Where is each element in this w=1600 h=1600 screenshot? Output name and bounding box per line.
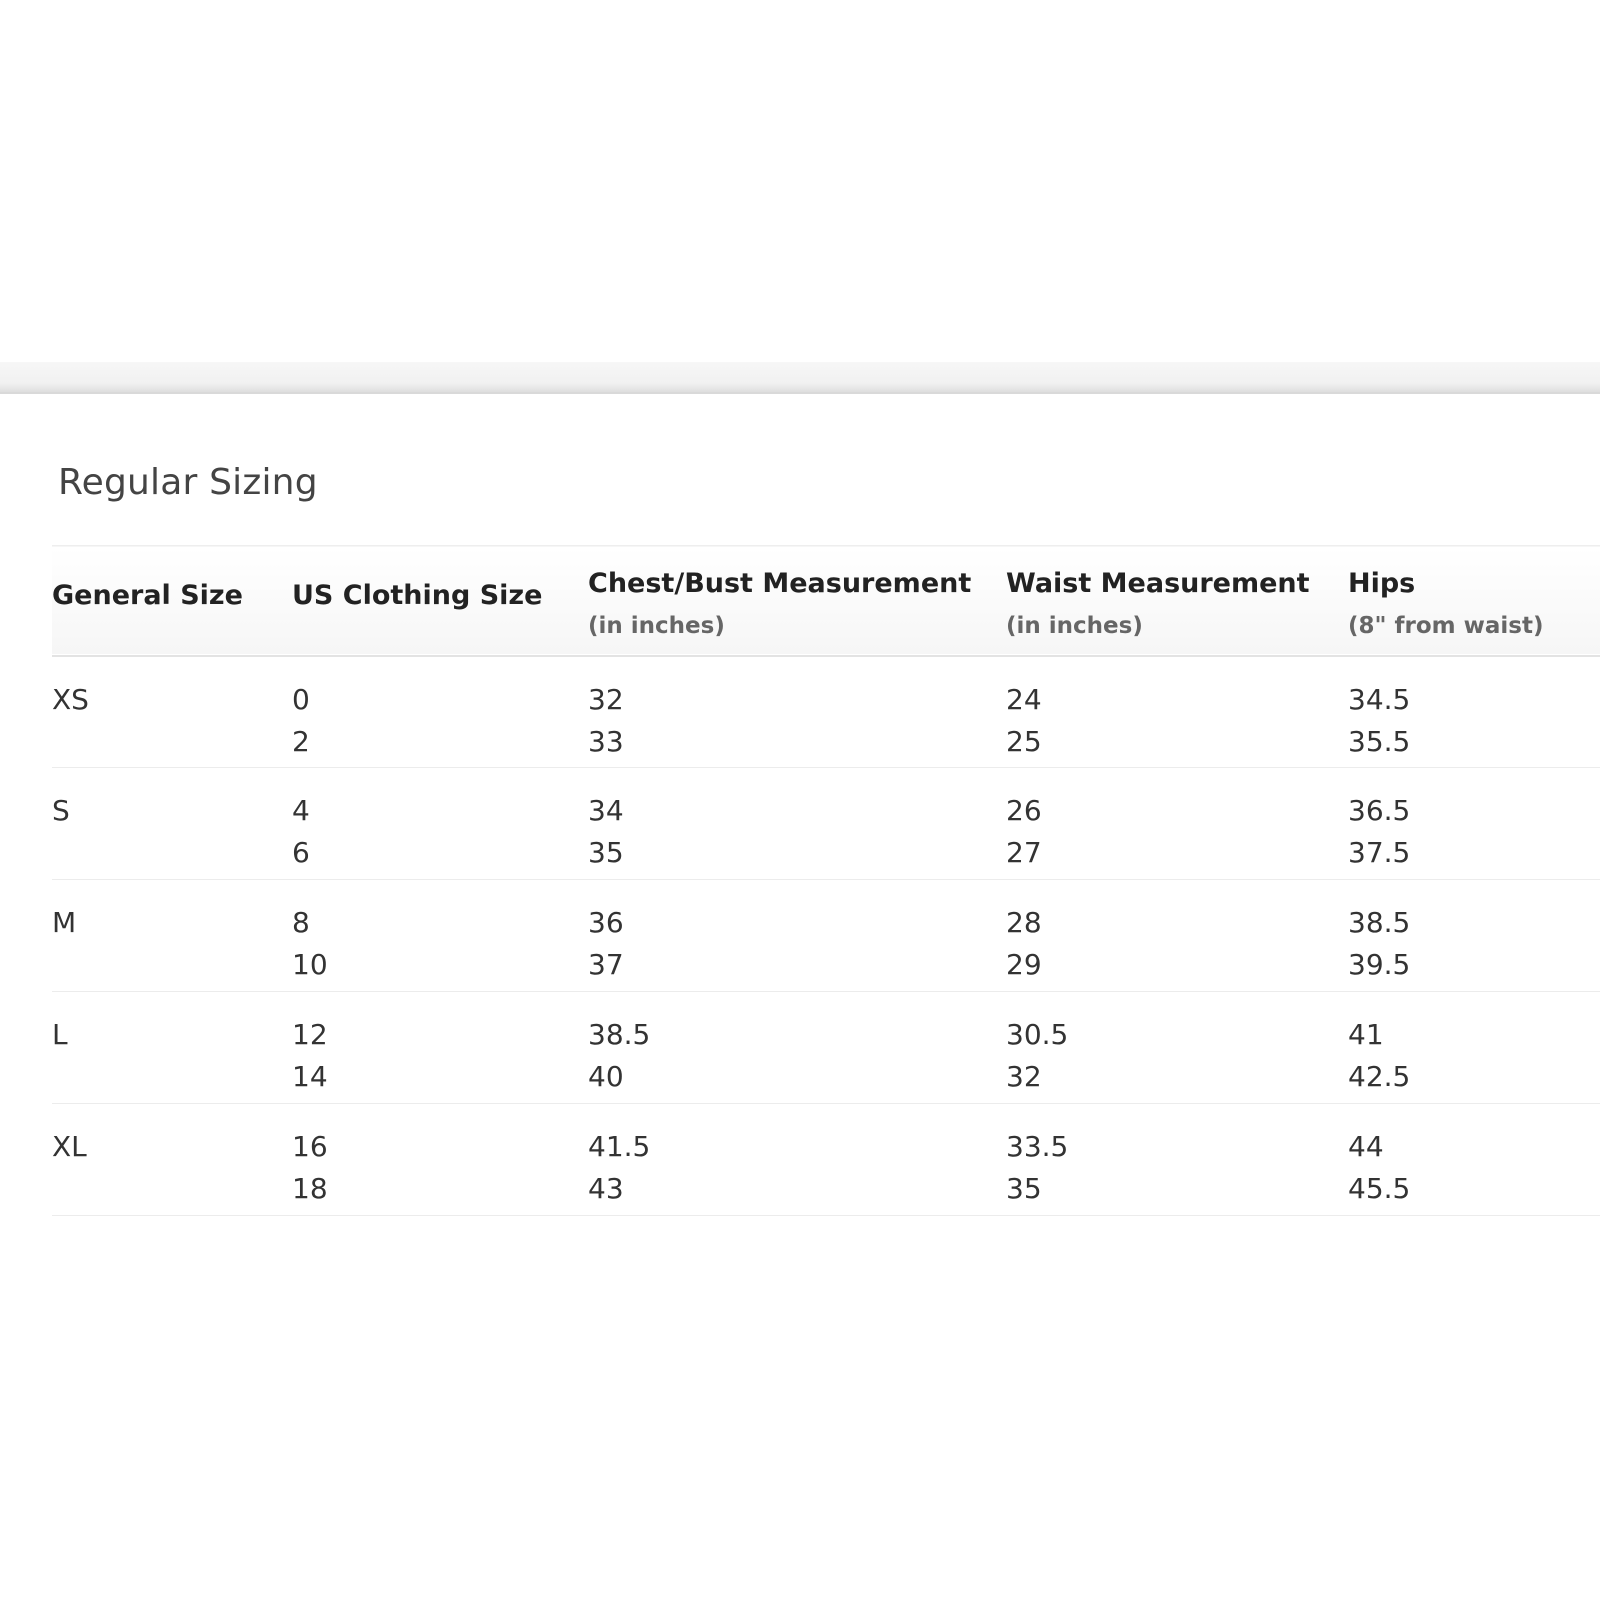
cell-value: 4 [292, 794, 310, 827]
header-sublabel: (8" from waist) [1348, 613, 1544, 639]
cell-value: XL [52, 1130, 87, 1163]
header-hips [1348, 546, 1600, 656]
cell-value: 30.5 [1006, 1018, 1069, 1051]
cell-value: 38.5 [1348, 906, 1411, 939]
us-size-cell [292, 656, 588, 768]
waist-cell [1006, 1104, 1348, 1216]
header-general-size [52, 546, 292, 656]
hips-cell [1348, 880, 1600, 992]
general-size-cell [52, 656, 292, 768]
cell-value: 32 [1006, 1060, 1042, 1093]
cell-value: 44 [1348, 1130, 1384, 1163]
cell-value: 16 [292, 1130, 328, 1163]
table-header-row [52, 546, 1600, 656]
cell-value: 41 [1348, 1018, 1384, 1051]
header-sublabel: (in inches) [1006, 613, 1143, 639]
us-size-cell [292, 880, 588, 992]
cell-value: 32 [588, 682, 624, 716]
cell-value: 10 [292, 948, 328, 981]
cell-value: 25 [1006, 724, 1042, 758]
cell-value: 28 [1006, 906, 1042, 939]
cell-value: 37 [588, 948, 624, 981]
cell-value: 33.5 [1006, 1130, 1069, 1163]
waist-cell [1006, 768, 1348, 880]
cell-value: 27 [1006, 836, 1042, 869]
cell-value: 39.5 [1348, 948, 1411, 981]
cell-value: 45.5 [1348, 1172, 1411, 1205]
chest-cell [588, 880, 1006, 992]
cell-value: 24 [1006, 682, 1042, 716]
header-chest-bust [588, 546, 1006, 656]
cell-value: 26 [1006, 794, 1042, 827]
header-us-clothing-size [292, 546, 588, 656]
general-size-cell [52, 1104, 292, 1216]
chest-cell [588, 656, 1006, 768]
header-sublabel: (in inches) [588, 613, 725, 639]
general-size-cell [52, 880, 292, 992]
cell-value: M [52, 906, 77, 939]
table-row [52, 880, 1600, 992]
cell-value: XS [52, 682, 89, 716]
general-size-cell [52, 992, 292, 1104]
chest-cell [588, 1104, 1006, 1216]
cell-value: 36.5 [1348, 794, 1411, 827]
cell-value: 14 [292, 1060, 328, 1093]
header-label: Waist Measurement [1006, 568, 1310, 599]
section-title: Regular Sizing [58, 462, 318, 503]
header-label: Hips [1348, 568, 1416, 599]
us-size-cell [292, 768, 588, 880]
cell-value: 42.5 [1348, 1060, 1411, 1093]
cell-value: 34.5 [1348, 682, 1411, 716]
table-row [52, 656, 1600, 768]
cell-value: 29 [1006, 948, 1042, 981]
waist-cell [1006, 656, 1348, 768]
chest-cell [588, 992, 1006, 1104]
table-row [52, 992, 1600, 1104]
cell-value: 35 [588, 836, 624, 869]
header-waist [1006, 546, 1348, 656]
header-label: US Clothing Size [292, 580, 543, 611]
cell-value: 33 [588, 724, 624, 758]
cell-value: 2 [292, 724, 310, 758]
cell-value: 18 [292, 1172, 328, 1205]
cell-value: 0 [292, 682, 310, 716]
table-row [52, 768, 1600, 880]
header-label: General Size [52, 580, 243, 611]
cell-value: 43 [588, 1172, 624, 1205]
top-divider-band [0, 362, 1600, 392]
waist-cell [1006, 992, 1348, 1104]
cell-value: 35 [1006, 1172, 1042, 1205]
cell-value: 35.5 [1348, 724, 1411, 758]
us-size-cell [292, 1104, 588, 1216]
cell-value: 34 [588, 794, 624, 827]
cell-value: L [52, 1018, 68, 1051]
size-chart-table [52, 545, 1600, 1216]
table-row [52, 1104, 1600, 1216]
chest-cell [588, 768, 1006, 880]
cell-value: 38.5 [588, 1018, 651, 1051]
header-label: Chest/Bust Measurement [588, 568, 972, 599]
hips-cell [1348, 768, 1600, 880]
cell-value: 36 [588, 906, 624, 939]
cell-value: 8 [292, 906, 310, 939]
cell-value: 41.5 [588, 1130, 651, 1163]
top-divider-line [0, 392, 1600, 394]
cell-value: 12 [292, 1018, 328, 1051]
cell-value: S [52, 794, 70, 827]
hips-cell [1348, 992, 1600, 1104]
hips-cell [1348, 1104, 1600, 1216]
cell-value: 40 [588, 1060, 624, 1093]
us-size-cell [292, 992, 588, 1104]
cell-value: 6 [292, 836, 310, 869]
waist-cell [1006, 880, 1348, 992]
general-size-cell [52, 768, 292, 880]
cell-value: 37.5 [1348, 836, 1411, 869]
hips-cell [1348, 656, 1600, 768]
